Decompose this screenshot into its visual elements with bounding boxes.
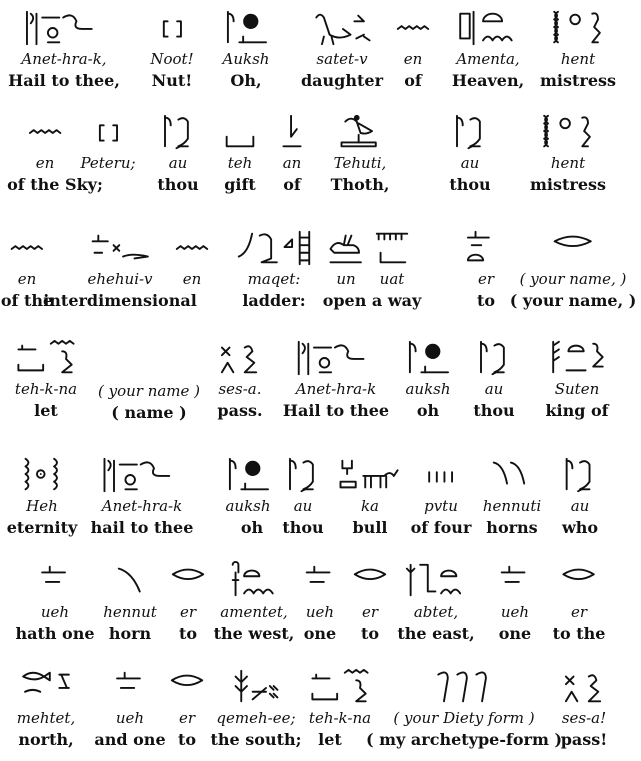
transliteration: en [182,270,202,288]
english-word: who [561,518,599,537]
auksh-hieroglyph-icon [221,8,271,48]
word-cell [223,455,273,538]
anet-hra-k-hieroglyph-icon [97,455,187,495]
word-cell [331,112,390,195]
english-word: thou [473,401,515,420]
transliteration: Auksh [222,50,270,68]
transliteration: en [403,50,423,68]
word-cell [16,667,76,750]
transliteration: hent [560,50,596,68]
transliteration: mehtet, [16,709,76,727]
transliteration: ( your name ) [97,382,201,400]
amentet-hieroglyph-icon [224,561,284,601]
word-cell [150,8,193,91]
transliteration: hennut [103,603,157,621]
transliteration: ( your name, ) [519,270,627,288]
english-word: let [318,730,342,749]
word-cell [103,561,157,644]
word-cell [397,561,474,644]
transliteration: ueh [115,709,145,727]
transliteration: hennuti [482,497,542,515]
english-word: interdimensional [43,291,197,310]
transliteration: ses-a! [561,709,607,727]
english-word: thou [157,175,199,194]
au-hieroglyph-icon [283,455,323,495]
english-word: Heaven, [451,71,525,90]
transliteration: er [570,603,588,621]
word-cell [214,561,295,644]
english-word: hail to thee [90,518,194,537]
transliteration: Anet-hra-k [101,497,183,515]
transliteration: au [460,154,480,172]
english-word: the south; [210,730,302,749]
ueh-hieroglyph-icon [300,561,340,601]
amenta-hieroglyph-icon [453,8,523,48]
rope-coil-hieroglyph-icon [429,667,499,707]
english-word: thou [282,518,324,537]
ueh-hieroglyph-icon [35,561,75,601]
english-word: of [404,71,422,90]
word-cell [215,338,265,421]
english-word: ( my archetype-form ) [365,730,563,749]
english-word: eternity [6,518,78,537]
transliteration: er [361,603,379,621]
mouth-glyph-icon [350,561,390,601]
horn-hieroglyph-icon [110,561,150,601]
transliteration: abtet, [413,603,459,621]
english-word: pass! [560,730,608,749]
english-word: to [178,624,198,643]
english-word: of the Sky; [7,175,103,194]
water-ripple-icon [393,8,433,48]
transliteration: qemeh-ee; [216,709,296,727]
word-cell [461,228,511,311]
teh-k-na-hieroglyph-icon [11,338,81,378]
mouth-glyph-icon [167,667,207,707]
transliteration: au [293,497,313,515]
word-cell [282,455,323,538]
teh-hieroglyph-icon [220,112,260,152]
word-cell [530,112,606,195]
transliteration: un [336,270,356,288]
word-cell [335,455,405,538]
word-cell [553,561,606,644]
transliteration: er [179,603,197,621]
hent-hieroglyph-icon [543,8,613,48]
english-word: the east, [397,624,475,643]
word-cell [8,8,120,91]
word-cell [167,667,207,750]
word-cell [452,8,524,91]
mehtet-hieroglyph-icon [16,667,76,707]
word-cell [449,112,490,195]
word-cell [305,667,375,750]
word-cell [221,8,271,91]
er-hieroglyph-icon [461,228,511,268]
word-cell [157,112,198,195]
word-cell [98,338,200,423]
english-word: thou [449,175,491,194]
transliteration: hent [550,154,586,172]
english-word: bull [352,518,388,537]
transliteration: en [17,270,37,288]
word-cell [540,8,616,91]
transliteration: ehehui-v [87,270,153,288]
transliteration: ueh [500,603,530,621]
english-word: Hail to thee [282,401,390,420]
word-cell [80,112,135,175]
daughter-hieroglyph-icon [307,8,377,48]
english-word: one [498,624,532,643]
uat-hieroglyph-icon [372,228,412,268]
word-cell [559,667,609,750]
teh-k-na-hieroglyph-icon [305,667,375,707]
hare-hieroglyph-icon [326,228,366,268]
transliteration: Suten [554,380,600,398]
word-cell [91,455,194,538]
transliteration: au [570,497,590,515]
abtet-hieroglyph-icon [401,561,471,601]
word-cell [473,338,514,421]
water-ripple-icon [172,228,212,268]
english-word: the west, [213,624,295,643]
hent-hieroglyph-icon [533,112,603,152]
transliteration: teh [227,154,253,172]
mouth-glyph-icon [548,228,598,268]
word-cell [220,112,260,195]
qemeh-hieroglyph-icon [226,667,286,707]
ibis-thoth-icon [335,112,385,152]
english-word: of four [410,518,472,537]
english-word: ladder: [242,291,306,310]
english-word: of the [0,291,54,310]
english-word: open a way [322,291,422,310]
transliteration: an [282,154,302,172]
four-strokes-icon [421,455,461,495]
word-cell [393,8,433,91]
transliteration: er [477,270,495,288]
transliteration: Heh [26,497,58,515]
word-cell [172,228,212,291]
ehehui-hieroglyph-icon [85,228,155,268]
transliteration: au [168,154,188,172]
water-ripple-icon [7,228,47,268]
word-cell [350,561,390,644]
english-word: Oh, [230,71,262,90]
word-cell [372,228,412,291]
transliteration: ses-a. [218,380,262,398]
word-cell [277,112,307,195]
transliteration: Noot! [150,50,194,68]
horns-hieroglyph-icon [487,455,537,495]
word-cell [11,338,81,421]
anet-hra-k-hieroglyph-icon [19,8,109,48]
transliteration: amentet, [220,603,288,621]
au-hieroglyph-icon [450,112,490,152]
transliteration: Anet-hra-k, [21,50,107,68]
au-hieroglyph-icon [158,112,198,152]
mouth-glyph-icon [168,561,208,601]
english-word: ( your name, ) [509,291,637,310]
word-cell [542,338,612,421]
transliteration: teh-k-na [14,380,78,398]
english-word: mistress [539,71,617,90]
word-cell [7,455,78,538]
english-word: Hail to thee, [8,71,120,90]
english-word: horns [486,518,538,537]
english-word: of [283,175,301,194]
word-cell [560,455,600,538]
word-cell [483,455,541,538]
ueh-hieroglyph-icon [110,667,150,707]
english-word: to [476,291,496,310]
word-cell [495,561,535,644]
transliteration: maqet: [247,270,301,288]
english-word: and one [94,730,166,749]
an-hieroglyph-icon [277,112,307,152]
transliteration: Amenta, [456,50,520,68]
transliteration: Anet-hra-k [295,380,377,398]
english-word: oh [240,518,264,537]
transliteration: pvtu [424,497,458,515]
english-word: one [303,624,337,643]
transliteration: ka [360,497,380,515]
english-word: pass. [217,401,263,420]
suten-hieroglyph-icon [542,338,612,378]
transliteration: au [484,380,504,398]
ses-a-hieroglyph-icon [559,667,609,707]
ueh-hieroglyph-icon [495,561,535,601]
word-cell [283,338,389,421]
english-word: gift [224,175,256,194]
auksh-hieroglyph-icon [223,455,273,495]
transliteration: ( your Diety form ) [393,709,535,727]
english-word: king of [545,401,609,420]
english-word: mistress [529,175,607,194]
heh-hieroglyph-icon [17,455,67,495]
transliteration: uat [379,270,405,288]
word-cell [300,561,340,644]
transliteration: er [178,709,196,727]
english-word: hath one [15,624,95,643]
english-word: to [360,624,380,643]
au-hieroglyph-icon [560,455,600,495]
word-cell [510,228,637,311]
english-word: ( name ) [111,403,187,422]
transliteration: ueh [40,603,70,621]
word-cell [366,667,562,750]
english-word: Thoth, [330,175,390,194]
transliteration: Tehuti, [333,154,387,172]
english-word: Nut! [151,71,193,90]
auksh-hieroglyph-icon [403,338,453,378]
word-cell [210,667,301,750]
transliteration: auksh [405,380,451,398]
transliteration: teh-k-na [308,709,372,727]
word-cell [411,455,472,538]
ses-a-hieroglyph-icon [215,338,265,378]
au-hieroglyph-icon [474,338,514,378]
anet-hra-k-hieroglyph-icon [291,338,381,378]
english-word: north, [18,730,74,749]
word-cell [403,338,453,421]
transliteration: Peteru; [80,154,136,172]
bracket-glyph-icon [157,8,187,48]
word-cell [168,561,208,644]
transliteration: satet-v [316,50,368,68]
mouth-glyph-icon [559,561,599,601]
word-cell [94,667,165,750]
english-word: horn [108,624,152,643]
english-word: daughter [300,71,384,90]
transliteration: en [35,154,55,172]
transliteration: ueh [305,603,335,621]
english-word: oh [416,401,440,420]
word-cell [15,561,94,644]
english-word: let [34,401,58,420]
word-cell [301,8,383,91]
english-word: to [177,730,197,749]
bracket-glyph-icon [93,112,123,152]
transliteration: auksh [225,497,271,515]
english-word: to the [552,624,606,643]
water-ripple-icon [25,112,65,152]
bull-hieroglyph-icon [335,455,405,495]
